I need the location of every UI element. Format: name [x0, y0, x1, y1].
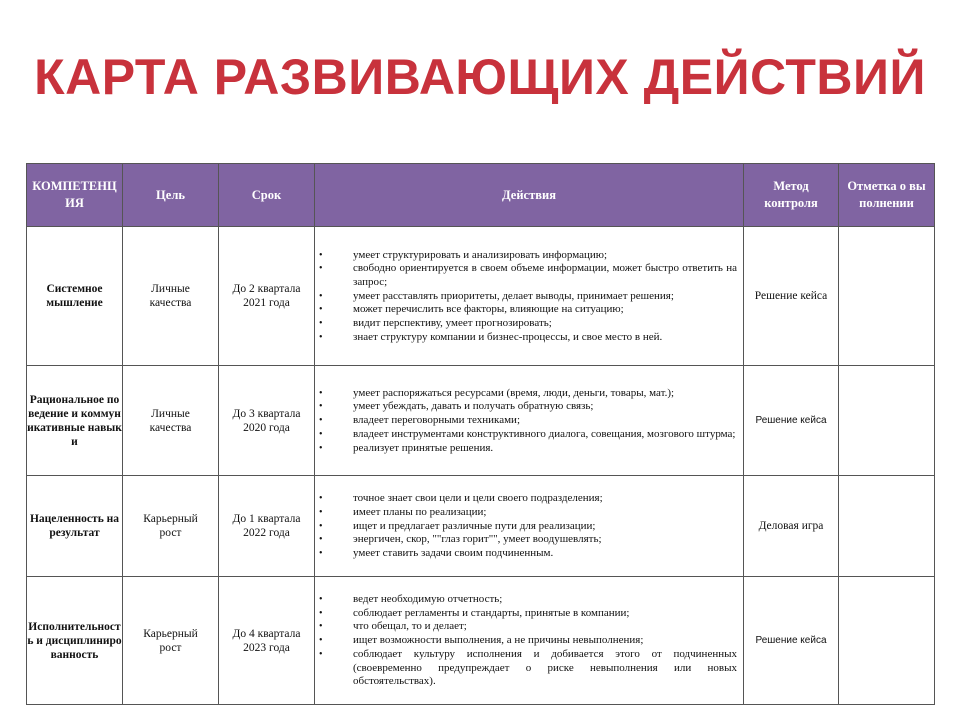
list-item: • ищет возможности выполнения, а не причины невыполнения;	[315, 634, 737, 648]
table-row	[27, 366, 935, 476]
mark-cell	[839, 476, 935, 577]
header-actions: Действия	[315, 164, 744, 227]
list-item: • видит перспективу, умеет прогнозировать;	[315, 317, 737, 331]
goal-cell: Личные качества	[123, 366, 219, 476]
competence-cell: Системное мышление	[27, 227, 123, 366]
list-item: • умеет ставить задачи своим подчиненным.	[315, 547, 737, 561]
method-cell: Решение кейса	[744, 577, 839, 705]
goal-cell: Карьерный рост	[123, 476, 219, 577]
table-row	[27, 227, 935, 366]
list-item: • соблюдает культуру исполнения и добивается этого от подчиненных (своевременно предупреждает о риске невыполнения или новых обстоятельствах).	[315, 648, 737, 689]
term-cell: До 4 квартала 2023 года	[219, 577, 315, 705]
method-cell: Деловая игра	[744, 476, 839, 577]
goal-cell: Карьерный рост	[123, 577, 219, 705]
term-cell: До 3 квартала 2020 года	[219, 366, 315, 476]
header-term: Срок	[219, 164, 315, 227]
actions-list	[315, 491, 743, 561]
actions-cell	[315, 227, 744, 366]
actions-cell	[315, 577, 744, 705]
mark-cell	[839, 366, 935, 476]
list-item: • ищет и предлагает различные пути для реализации;	[315, 520, 737, 534]
list-item: • ведет необходимую отчетность;	[315, 593, 737, 607]
list-item: • что обещал, то и делает;	[315, 620, 737, 634]
actions-list	[315, 592, 743, 689]
page-title: КАРТА РАЗВИВАЮЩИХ ДЕЙСТВИЙ	[34, 49, 926, 105]
actions-cell	[315, 476, 744, 577]
actions-list	[315, 248, 743, 345]
term-cell: До 2 квартала 2021 года	[219, 227, 315, 366]
actions-cell	[315, 366, 744, 476]
term-cell: До 1 квартала 2022 года	[219, 476, 315, 577]
method-cell: Решение кейса	[744, 366, 839, 476]
list-item: • реализует принятые решения.	[315, 442, 737, 456]
method-cell: Решение кейса	[744, 227, 839, 366]
list-item: • умеет структурировать и анализировать информацию;	[315, 249, 737, 263]
actions-list	[315, 386, 743, 456]
development-actions-table	[26, 163, 935, 705]
header-competence: КОМПЕТЕНЦИЯ	[27, 164, 123, 227]
competence-cell: Исполнительность и дисциплинированность	[27, 577, 123, 705]
header-goal: Цель	[123, 164, 219, 227]
mark-cell	[839, 227, 935, 366]
list-item: • знает структуру компании и бизнес-процессы, и свое место в ней.	[315, 331, 737, 345]
mark-cell	[839, 577, 935, 705]
list-item: • владеет переговорными техниками;	[315, 414, 737, 428]
list-item: • умеет расставлять приоритеты, делает выводы, принимает решения;	[315, 290, 737, 304]
table-row	[27, 577, 935, 705]
competence-cell: Нацеленность на результат	[27, 476, 123, 577]
table-header-row	[27, 164, 935, 227]
list-item: • точное знает свои цели и цели своего подразделения;	[315, 492, 737, 506]
list-item: • умеет убеждать, давать и получать обратную связь;	[315, 400, 737, 414]
list-item: • умеет распоряжаться ресурсами (время, люди, деньги, товары, мат.);	[315, 387, 737, 401]
goal-cell: Личные качества	[123, 227, 219, 366]
header-method: Метод контроля	[744, 164, 839, 227]
list-item: • соблюдает регламенты и стандарты, принятые в компании;	[315, 607, 737, 621]
header-mark: Отметка о выполнении	[839, 164, 935, 227]
table-row	[27, 476, 935, 577]
list-item: • энергичен, скор, ""глаз горит"", умеет воодушевлять;	[315, 533, 737, 547]
list-item: • владеет инструментами конструктивного диалога, совещания, мозгового штурма;	[315, 428, 737, 442]
list-item: • может перечислить все факторы, влияющие на ситуацию;	[315, 303, 737, 317]
list-item: • имеет планы по реализации;	[315, 506, 737, 520]
list-item: • свободно ориентируется в своем объеме информации, может быстро ответить на запрос;	[315, 262, 737, 289]
competence-cell: Рациональное поведение и коммуникативные навыки	[27, 366, 123, 476]
